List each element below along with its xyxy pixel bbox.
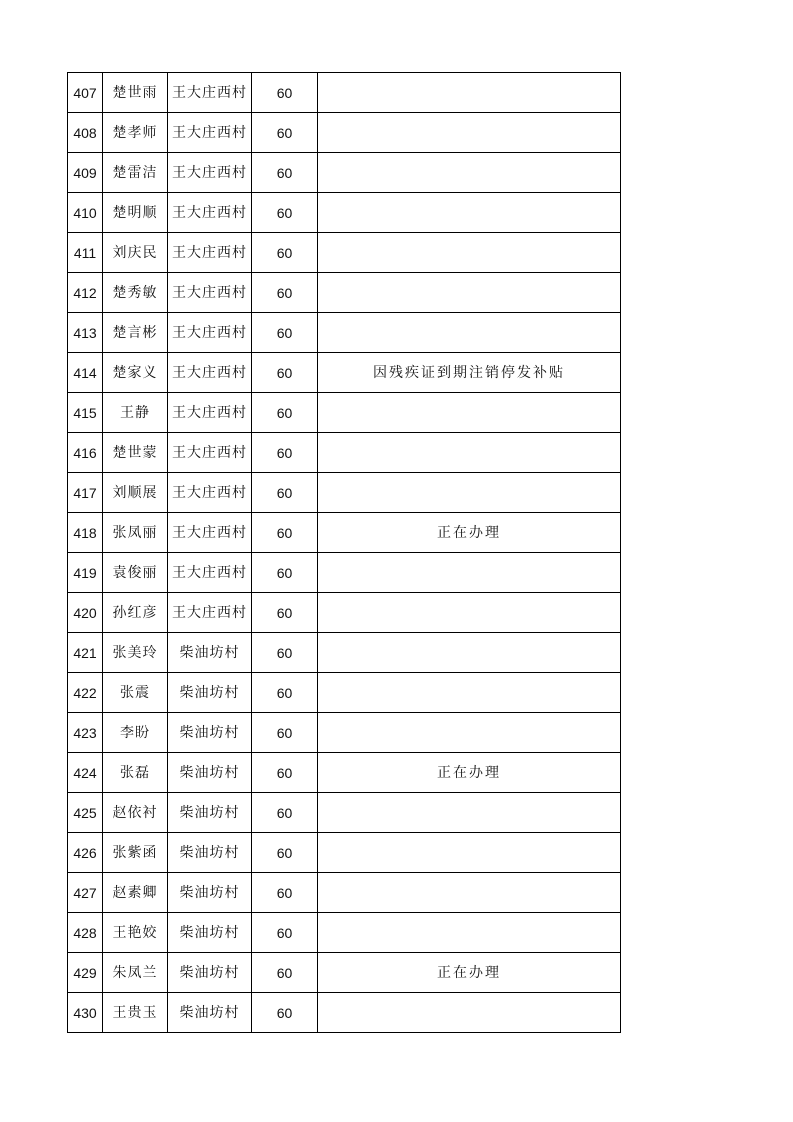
row-number-cell: 421 bbox=[68, 633, 103, 673]
row-number-cell: 417 bbox=[68, 473, 103, 513]
village-cell: 王大庄西村 bbox=[168, 73, 252, 113]
row-number-cell: 407 bbox=[68, 73, 103, 113]
person-name-cell: 赵素卿 bbox=[103, 873, 168, 913]
remark-cell: 正在办理 bbox=[318, 953, 621, 993]
remark-cell bbox=[318, 833, 621, 873]
remark-cell: 因残疾证到期注销停发补贴 bbox=[318, 353, 621, 393]
amount-cell: 60 bbox=[252, 553, 318, 593]
remark-cell bbox=[318, 673, 621, 713]
person-name-cell: 刘顺展 bbox=[103, 473, 168, 513]
table-row bbox=[68, 513, 621, 553]
person-name-cell: 楚世蒙 bbox=[103, 433, 168, 473]
remark-cell bbox=[318, 233, 621, 273]
amount-cell: 60 bbox=[252, 873, 318, 913]
person-name-cell: 楚明顺 bbox=[103, 193, 168, 233]
person-name-cell: 王艳姣 bbox=[103, 913, 168, 953]
table-row bbox=[68, 433, 621, 473]
row-number-cell: 409 bbox=[68, 153, 103, 193]
table-row bbox=[68, 113, 621, 153]
amount-cell: 60 bbox=[252, 513, 318, 553]
person-name-cell: 张美玲 bbox=[103, 633, 168, 673]
row-number-cell: 415 bbox=[68, 393, 103, 433]
village-cell: 王大庄西村 bbox=[168, 353, 252, 393]
row-number-cell: 411 bbox=[68, 233, 103, 273]
remark-cell bbox=[318, 273, 621, 313]
remark-cell bbox=[318, 713, 621, 753]
amount-cell: 60 bbox=[252, 593, 318, 633]
amount-cell: 60 bbox=[252, 353, 318, 393]
remark-cell: 正在办理 bbox=[318, 513, 621, 553]
person-name-cell: 朱凤兰 bbox=[103, 953, 168, 993]
person-name-cell: 赵依衬 bbox=[103, 793, 168, 833]
village-cell: 王大庄西村 bbox=[168, 193, 252, 233]
amount-cell: 60 bbox=[252, 113, 318, 153]
table-row bbox=[68, 873, 621, 913]
remark-cell bbox=[318, 193, 621, 233]
amount-cell: 60 bbox=[252, 193, 318, 233]
table-row bbox=[68, 313, 621, 353]
person-name-cell: 张凤丽 bbox=[103, 513, 168, 553]
person-name-cell: 楚世雨 bbox=[103, 73, 168, 113]
person-name-cell: 刘庆民 bbox=[103, 233, 168, 273]
village-cell: 王大庄西村 bbox=[168, 153, 252, 193]
row-number-cell: 424 bbox=[68, 753, 103, 793]
remark-cell bbox=[318, 553, 621, 593]
row-number-cell: 416 bbox=[68, 433, 103, 473]
village-cell: 柴油坊村 bbox=[168, 713, 252, 753]
table-row bbox=[68, 473, 621, 513]
amount-cell: 60 bbox=[252, 73, 318, 113]
table-row bbox=[68, 73, 621, 113]
remark-cell bbox=[318, 73, 621, 113]
village-cell: 柴油坊村 bbox=[168, 913, 252, 953]
amount-cell: 60 bbox=[252, 393, 318, 433]
remark-cell bbox=[318, 113, 621, 153]
village-cell: 王大庄西村 bbox=[168, 433, 252, 473]
village-cell: 王大庄西村 bbox=[168, 513, 252, 553]
person-name-cell: 楚孝师 bbox=[103, 113, 168, 153]
row-number-cell: 429 bbox=[68, 953, 103, 993]
row-number-cell: 420 bbox=[68, 593, 103, 633]
village-cell: 王大庄西村 bbox=[168, 473, 252, 513]
person-name-cell: 楚家义 bbox=[103, 353, 168, 393]
village-cell: 柴油坊村 bbox=[168, 873, 252, 913]
village-cell: 王大庄西村 bbox=[168, 553, 252, 593]
row-number-cell: 423 bbox=[68, 713, 103, 753]
table-row bbox=[68, 273, 621, 313]
table-row bbox=[68, 913, 621, 953]
row-number-cell: 430 bbox=[68, 993, 103, 1033]
remark-cell bbox=[318, 433, 621, 473]
person-name-cell: 袁俊丽 bbox=[103, 553, 168, 593]
roster-body bbox=[68, 73, 621, 1033]
table-row bbox=[68, 153, 621, 193]
person-name-cell: 王贵玉 bbox=[103, 993, 168, 1033]
village-cell: 王大庄西村 bbox=[168, 233, 252, 273]
remark-cell bbox=[318, 153, 621, 193]
village-cell: 柴油坊村 bbox=[168, 673, 252, 713]
person-name-cell: 楚言彬 bbox=[103, 313, 168, 353]
row-number-cell: 418 bbox=[68, 513, 103, 553]
village-cell: 王大庄西村 bbox=[168, 113, 252, 153]
amount-cell: 60 bbox=[252, 713, 318, 753]
person-name-cell: 孙红彦 bbox=[103, 593, 168, 633]
amount-cell: 60 bbox=[252, 753, 318, 793]
table-row bbox=[68, 353, 621, 393]
row-number-cell: 427 bbox=[68, 873, 103, 913]
village-cell: 王大庄西村 bbox=[168, 273, 252, 313]
person-name-cell: 李盼 bbox=[103, 713, 168, 753]
village-cell: 王大庄西村 bbox=[168, 313, 252, 353]
row-number-cell: 419 bbox=[68, 553, 103, 593]
row-number-cell: 412 bbox=[68, 273, 103, 313]
remark-cell bbox=[318, 873, 621, 913]
amount-cell: 60 bbox=[252, 313, 318, 353]
table-row bbox=[68, 713, 621, 753]
table-row bbox=[68, 793, 621, 833]
person-name-cell: 楚秀敏 bbox=[103, 273, 168, 313]
person-name-cell: 张紫函 bbox=[103, 833, 168, 873]
table-row bbox=[68, 593, 621, 633]
person-name-cell: 楚雷洁 bbox=[103, 153, 168, 193]
amount-cell: 60 bbox=[252, 793, 318, 833]
amount-cell: 60 bbox=[252, 673, 318, 713]
row-number-cell: 414 bbox=[68, 353, 103, 393]
row-number-cell: 426 bbox=[68, 833, 103, 873]
village-cell: 王大庄西村 bbox=[168, 593, 252, 633]
table-row bbox=[68, 673, 621, 713]
village-cell: 柴油坊村 bbox=[168, 633, 252, 673]
row-number-cell: 425 bbox=[68, 793, 103, 833]
person-name-cell: 张磊 bbox=[103, 753, 168, 793]
amount-cell: 60 bbox=[252, 993, 318, 1033]
remark-cell bbox=[318, 473, 621, 513]
village-cell: 王大庄西村 bbox=[168, 393, 252, 433]
village-cell: 柴油坊村 bbox=[168, 993, 252, 1033]
table-row bbox=[68, 993, 621, 1033]
row-number-cell: 413 bbox=[68, 313, 103, 353]
amount-cell: 60 bbox=[252, 473, 318, 513]
amount-cell: 60 bbox=[252, 273, 318, 313]
amount-cell: 60 bbox=[252, 233, 318, 273]
remark-cell bbox=[318, 593, 621, 633]
table-row bbox=[68, 193, 621, 233]
row-number-cell: 408 bbox=[68, 113, 103, 153]
remark-cell bbox=[318, 313, 621, 353]
table-row bbox=[68, 553, 621, 593]
table-row bbox=[68, 393, 621, 433]
village-cell: 柴油坊村 bbox=[168, 953, 252, 993]
person-name-cell: 张震 bbox=[103, 673, 168, 713]
village-cell: 柴油坊村 bbox=[168, 833, 252, 873]
table-row bbox=[68, 753, 621, 793]
remark-cell bbox=[318, 913, 621, 953]
remark-cell bbox=[318, 793, 621, 833]
amount-cell: 60 bbox=[252, 633, 318, 673]
remark-cell bbox=[318, 393, 621, 433]
amount-cell: 60 bbox=[252, 953, 318, 993]
person-name-cell: 王静 bbox=[103, 393, 168, 433]
amount-cell: 60 bbox=[252, 153, 318, 193]
row-number-cell: 410 bbox=[68, 193, 103, 233]
table-row bbox=[68, 233, 621, 273]
remark-cell bbox=[318, 993, 621, 1033]
amount-cell: 60 bbox=[252, 833, 318, 873]
village-cell: 柴油坊村 bbox=[168, 793, 252, 833]
row-number-cell: 428 bbox=[68, 913, 103, 953]
table-row bbox=[68, 633, 621, 673]
subsidy-roster-table bbox=[67, 72, 621, 1033]
remark-cell: 正在办理 bbox=[318, 753, 621, 793]
remark-cell bbox=[318, 633, 621, 673]
row-number-cell: 422 bbox=[68, 673, 103, 713]
village-cell: 柴油坊村 bbox=[168, 753, 252, 793]
table-row bbox=[68, 953, 621, 993]
amount-cell: 60 bbox=[252, 433, 318, 473]
amount-cell: 60 bbox=[252, 913, 318, 953]
table-row bbox=[68, 833, 621, 873]
